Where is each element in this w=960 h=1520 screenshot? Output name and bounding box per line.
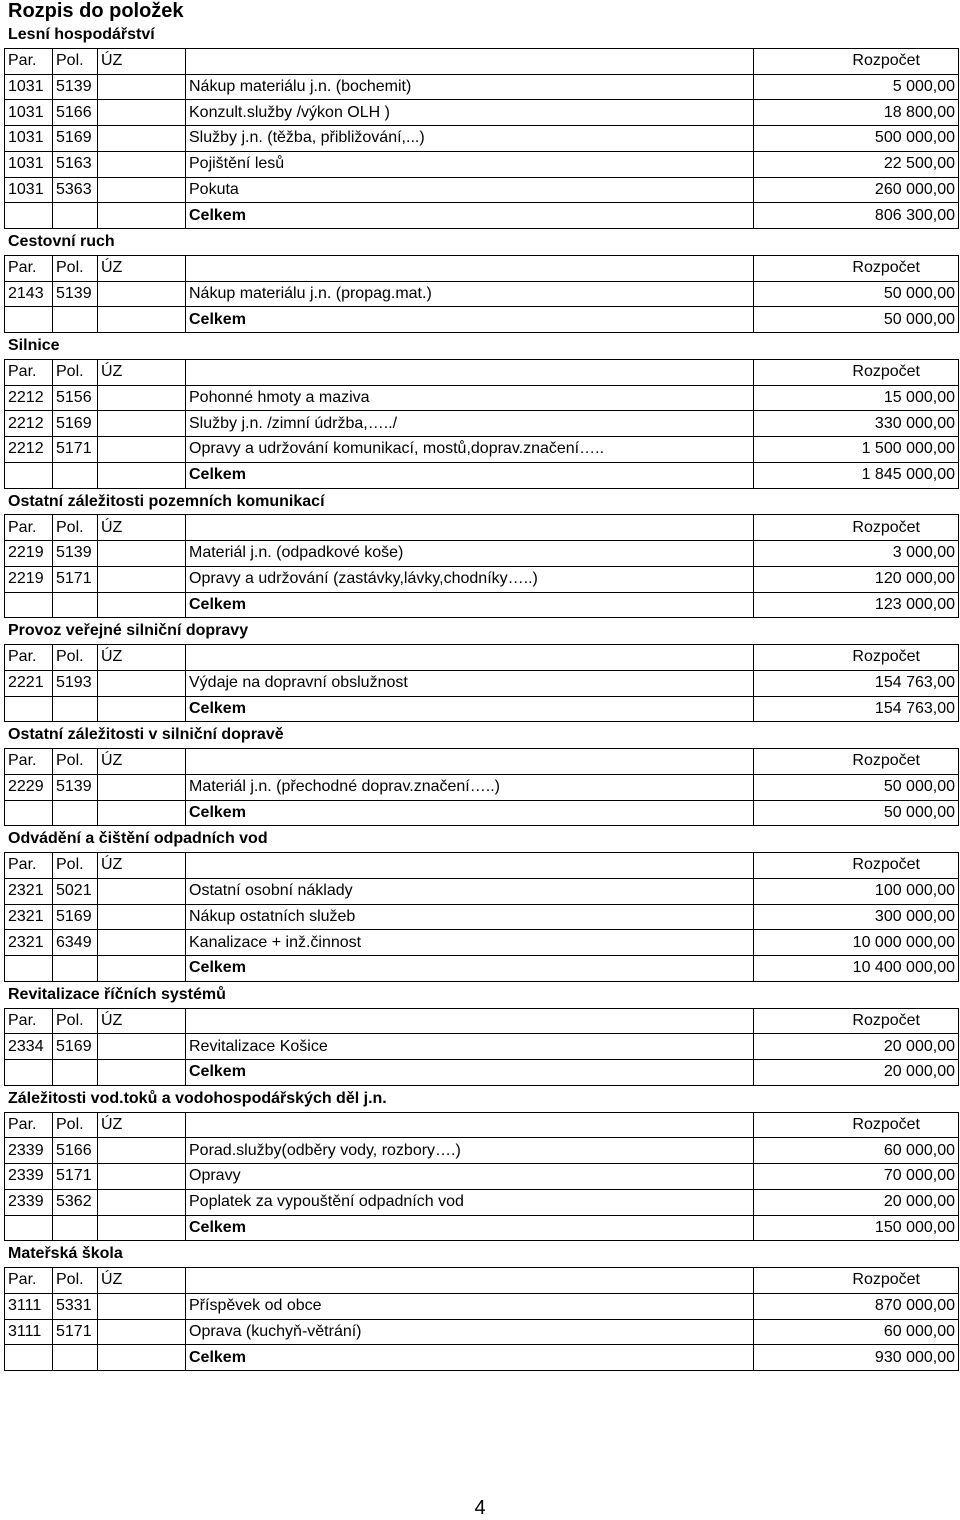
header-row	[5, 359, 959, 385]
table-row	[5, 774, 959, 800]
amount-cell: 330 000,00	[754, 411, 959, 437]
table-row	[5, 670, 959, 696]
total-row	[5, 1060, 959, 1086]
uz-cell	[98, 904, 186, 930]
pol-cell	[53, 592, 98, 618]
par-cell: 3111	[5, 1293, 53, 1319]
section-title: Provoz veřejné silniční dopravy	[8, 622, 249, 640]
par-cell: 1031	[5, 177, 53, 203]
header-budget: Rozpočet	[754, 853, 959, 879]
total-amount: 930 000,00	[754, 1345, 959, 1371]
header-text	[186, 255, 754, 281]
header-uz: ÚZ	[98, 359, 186, 385]
total-row	[5, 956, 959, 982]
uz-cell	[98, 1138, 186, 1164]
header-text	[186, 749, 754, 775]
item-text-cell: Poplatek za vypouštění odpadních vod	[186, 1189, 754, 1215]
header-pol: Pol.	[53, 1112, 98, 1138]
pol-cell: 5169	[53, 904, 98, 930]
table-row	[5, 437, 959, 463]
uz-cell	[98, 696, 186, 722]
total-label: Celkem	[186, 462, 754, 488]
amount-cell: 20 000,00	[754, 1034, 959, 1060]
section-title: Silnice	[8, 337, 60, 354]
total-amount: 150 000,00	[754, 1215, 959, 1241]
table-row	[5, 281, 959, 307]
item-text-cell: Příspěvek od obce	[186, 1293, 754, 1319]
total-label: Celkem	[186, 800, 754, 826]
item-text-cell: Opravy a udržování (zastávky,lávky,chodníky…..)	[186, 566, 754, 592]
header-budget: Rozpočet	[754, 359, 959, 385]
header-pol: Pol.	[53, 515, 98, 541]
par-cell: 2221	[5, 670, 53, 696]
par-cell: 2321	[5, 930, 53, 956]
section-table	[4, 644, 959, 722]
uz-cell	[98, 566, 186, 592]
header-par: Par.	[5, 645, 53, 671]
pol-cell: 5193	[53, 670, 98, 696]
item-text-cell: Výdaje na dopravní obslužnost	[186, 670, 754, 696]
uz-cell	[98, 1164, 186, 1190]
total-label: Celkem	[186, 203, 754, 229]
pol-cell: 5139	[53, 774, 98, 800]
header-text	[186, 359, 754, 385]
pol-cell: 6349	[53, 930, 98, 956]
header-text	[186, 1268, 754, 1294]
header-text	[186, 1112, 754, 1138]
total-label: Celkem	[186, 1345, 754, 1371]
par-cell	[5, 696, 53, 722]
amount-cell: 15 000,00	[754, 385, 959, 411]
par-cell	[5, 1345, 53, 1371]
total-row	[5, 203, 959, 229]
header-text	[186, 515, 754, 541]
pol-cell	[53, 800, 98, 826]
header-pol: Pol.	[53, 255, 98, 281]
pol-cell	[53, 1060, 98, 1086]
pol-cell	[53, 696, 98, 722]
item-text-cell: Materiál j.n. (přechodné doprav.značení…..)	[186, 774, 754, 800]
amount-cell: 60 000,00	[754, 1319, 959, 1345]
table-row	[5, 1138, 959, 1164]
total-row	[5, 1345, 959, 1371]
pol-cell: 5169	[53, 126, 98, 152]
total-amount: 806 300,00	[754, 203, 959, 229]
pol-cell: 5169	[53, 1034, 98, 1060]
par-cell	[5, 462, 53, 488]
total-amount: 50 000,00	[754, 307, 959, 333]
header-uz: ÚZ	[98, 1008, 186, 1034]
total-row	[5, 592, 959, 618]
uz-cell	[98, 126, 186, 152]
amount-cell: 20 000,00	[754, 1189, 959, 1215]
uz-cell	[98, 878, 186, 904]
header-uz: ÚZ	[98, 48, 186, 74]
pol-cell: 5021	[53, 878, 98, 904]
header-row	[5, 1008, 959, 1034]
item-text-cell: Služby j.n. (těžba, přibližování,...)	[186, 126, 754, 152]
header-row	[5, 749, 959, 775]
uz-cell	[98, 1345, 186, 1371]
section-title: Revitalizace říčních systémů	[8, 985, 226, 1003]
par-cell: 1031	[5, 74, 53, 100]
header-text	[186, 48, 754, 74]
uz-cell	[98, 203, 186, 229]
table-row	[5, 74, 959, 100]
header-row	[5, 1268, 959, 1294]
pol-cell: 5169	[53, 411, 98, 437]
item-text-cell: Služby j.n. /zimní údržba,…../	[186, 411, 754, 437]
table-row	[5, 1293, 959, 1319]
total-amount: 50 000,00	[754, 800, 959, 826]
pol-cell: 5363	[53, 177, 98, 203]
section-table	[4, 514, 959, 618]
par-cell: 2212	[5, 385, 53, 411]
pol-cell: 5171	[53, 437, 98, 463]
table-row	[5, 1189, 959, 1215]
pol-cell: 5171	[53, 1319, 98, 1345]
section-table	[4, 1267, 959, 1371]
section-table	[4, 255, 959, 333]
par-cell	[5, 1060, 53, 1086]
uz-cell	[98, 1189, 186, 1215]
pol-cell: 5139	[53, 281, 98, 307]
table-row	[5, 126, 959, 152]
item-text-cell: Pokuta	[186, 177, 754, 203]
budget-sheet	[0, 22, 960, 1371]
table-row	[5, 151, 959, 177]
uz-cell	[98, 956, 186, 982]
header-uz: ÚZ	[98, 853, 186, 879]
table-row	[5, 1319, 959, 1345]
item-text-cell: Nákup ostatních služeb	[186, 904, 754, 930]
pol-cell: 5139	[53, 541, 98, 567]
par-cell	[5, 592, 53, 618]
total-amount: 1 845 000,00	[754, 462, 959, 488]
document-title: Rozpis do položek	[8, 0, 184, 22]
uz-cell	[98, 437, 186, 463]
par-cell	[5, 203, 53, 229]
uz-cell	[98, 411, 186, 437]
table-row	[5, 904, 959, 930]
section-title: Odvádění a čištění odpadních vod	[8, 830, 268, 848]
header-row	[5, 515, 959, 541]
header-row	[5, 255, 959, 281]
par-cell: 2334	[5, 1034, 53, 1060]
par-cell	[5, 956, 53, 982]
uz-cell	[98, 281, 186, 307]
uz-cell	[98, 100, 186, 126]
header-pol: Pol.	[53, 1008, 98, 1034]
uz-cell	[98, 541, 186, 567]
amount-cell: 18 800,00	[754, 100, 959, 126]
amount-cell: 5 000,00	[754, 74, 959, 100]
table-row	[5, 100, 959, 126]
par-cell: 2339	[5, 1164, 53, 1190]
header-budget: Rozpočet	[754, 1268, 959, 1294]
uz-cell	[98, 774, 186, 800]
pol-cell	[53, 1215, 98, 1241]
amount-cell: 50 000,00	[754, 774, 959, 800]
header-text	[186, 1008, 754, 1034]
par-cell: 2219	[5, 566, 53, 592]
total-row	[5, 800, 959, 826]
par-cell: 2229	[5, 774, 53, 800]
amount-cell: 500 000,00	[754, 126, 959, 152]
header-par: Par.	[5, 749, 53, 775]
section-title: Cestovní ruch	[8, 233, 115, 250]
par-cell: 2339	[5, 1138, 53, 1164]
header-budget: Rozpočet	[754, 645, 959, 671]
item-text-cell: Nákup materiálu j.n. (propag.mat.)	[186, 281, 754, 307]
amount-cell: 120 000,00	[754, 566, 959, 592]
par-cell	[5, 800, 53, 826]
header-par: Par.	[5, 359, 53, 385]
item-text-cell: Pojištění lesů	[186, 151, 754, 177]
total-amount: 154 763,00	[754, 696, 959, 722]
section-table	[4, 748, 959, 826]
header-budget: Rozpočet	[754, 48, 959, 74]
pol-cell: 5331	[53, 1293, 98, 1319]
header-pol: Pol.	[53, 48, 98, 74]
section-title: Záležitosti vod.toků a vodohospodářských děl j.n.	[8, 1089, 387, 1107]
table-row	[5, 878, 959, 904]
pol-cell: 5163	[53, 151, 98, 177]
uz-cell	[98, 74, 186, 100]
uz-cell	[98, 930, 186, 956]
header-budget: Rozpočet	[754, 255, 959, 281]
uz-cell	[98, 1293, 186, 1319]
item-text-cell: Nákup materiálu j.n. (bochemit)	[186, 74, 754, 100]
pol-cell	[53, 956, 98, 982]
total-row	[5, 1215, 959, 1241]
total-label: Celkem	[186, 1060, 754, 1086]
table-row	[5, 541, 959, 567]
uz-cell	[98, 800, 186, 826]
total-amount: 123 000,00	[754, 592, 959, 618]
total-label: Celkem	[186, 956, 754, 982]
par-cell: 2321	[5, 878, 53, 904]
header-budget: Rozpočet	[754, 749, 959, 775]
header-par: Par.	[5, 48, 53, 74]
page-number: 4	[474, 1497, 486, 1519]
item-text-cell: Porad.služby(odběry vody, rozbory….)	[186, 1138, 754, 1164]
par-cell: 1031	[5, 100, 53, 126]
item-text-cell: Konzult.služby /výkon OLH )	[186, 100, 754, 126]
total-label: Celkem	[186, 1215, 754, 1241]
par-cell	[5, 1215, 53, 1241]
amount-cell: 300 000,00	[754, 904, 959, 930]
total-label: Celkem	[186, 696, 754, 722]
table-row	[5, 930, 959, 956]
header-pol: Pol.	[53, 853, 98, 879]
par-cell: 2212	[5, 437, 53, 463]
uz-cell	[98, 592, 186, 618]
par-cell	[5, 307, 53, 333]
header-par: Par.	[5, 255, 53, 281]
header-pol: Pol.	[53, 359, 98, 385]
total-label: Celkem	[186, 592, 754, 618]
uz-cell	[98, 1319, 186, 1345]
header-row	[5, 48, 959, 74]
total-row	[5, 307, 959, 333]
pol-cell: 5156	[53, 385, 98, 411]
section-table	[4, 1008, 959, 1086]
header-pol: Pol.	[53, 1268, 98, 1294]
section-title: Mateřská škola	[8, 1245, 123, 1263]
table-row	[5, 385, 959, 411]
item-text-cell: Ostatní osobní náklady	[186, 878, 754, 904]
header-budget: Rozpočet	[754, 1112, 959, 1138]
par-cell: 2321	[5, 904, 53, 930]
header-par: Par.	[5, 515, 53, 541]
uz-cell	[98, 177, 186, 203]
par-cell: 2143	[5, 281, 53, 307]
header-par: Par.	[5, 1268, 53, 1294]
pol-cell	[53, 307, 98, 333]
table-row	[5, 177, 959, 203]
amount-cell: 60 000,00	[754, 1138, 959, 1164]
section-title: Lesní hospodářství	[8, 26, 155, 43]
uz-cell	[98, 385, 186, 411]
section-table	[4, 359, 959, 489]
uz-cell	[98, 462, 186, 488]
par-cell: 1031	[5, 126, 53, 152]
par-cell: 2212	[5, 411, 53, 437]
section-title: Ostatní záležitosti pozemních komunikací	[8, 492, 325, 510]
table-row	[5, 1164, 959, 1190]
header-uz: ÚZ	[98, 1112, 186, 1138]
uz-cell	[98, 1060, 186, 1086]
header-pol: Pol.	[53, 749, 98, 775]
header-text	[186, 853, 754, 879]
header-uz: ÚZ	[98, 1268, 186, 1294]
item-text-cell: Kanalizace + inž.činnost	[186, 930, 754, 956]
uz-cell	[98, 1034, 186, 1060]
uz-cell	[98, 151, 186, 177]
pol-cell	[53, 203, 98, 229]
total-amount: 10 400 000,00	[754, 956, 959, 982]
pol-cell: 5171	[53, 566, 98, 592]
table-row	[5, 411, 959, 437]
uz-cell	[98, 1215, 186, 1241]
amount-cell: 3 000,00	[754, 541, 959, 567]
pol-cell	[53, 1345, 98, 1371]
amount-cell: 260 000,00	[754, 177, 959, 203]
header-pol: Pol.	[53, 645, 98, 671]
amount-cell: 22 500,00	[754, 151, 959, 177]
header-uz: ÚZ	[98, 749, 186, 775]
header-text	[186, 645, 754, 671]
header-row	[5, 645, 959, 671]
amount-cell: 10 000 000,00	[754, 930, 959, 956]
total-label: Celkem	[186, 307, 754, 333]
amount-cell: 154 763,00	[754, 670, 959, 696]
total-row	[5, 462, 959, 488]
par-cell: 1031	[5, 151, 53, 177]
section-title: Ostatní záležitosti v silniční dopravě	[8, 726, 284, 744]
item-text-cell: Opravy a udržování komunikací, mostů,doprav.značení…..	[186, 437, 754, 463]
uz-cell	[98, 307, 186, 333]
header-budget: Rozpočet	[754, 1008, 959, 1034]
header-row	[5, 1112, 959, 1138]
item-text-cell: Pohonné hmoty a maziva	[186, 385, 754, 411]
header-par: Par.	[5, 853, 53, 879]
header-budget: Rozpočet	[754, 515, 959, 541]
amount-cell: 1 500 000,00	[754, 437, 959, 463]
uz-cell	[98, 670, 186, 696]
item-text-cell: Opravy	[186, 1164, 754, 1190]
par-cell: 3111	[5, 1319, 53, 1345]
item-text-cell: Revitalizace Košice	[186, 1034, 754, 1060]
section-table	[4, 1112, 959, 1242]
table-row	[5, 566, 959, 592]
pol-cell: 5166	[53, 1138, 98, 1164]
total-row	[5, 696, 959, 722]
par-cell: 2219	[5, 541, 53, 567]
pol-cell: 5362	[53, 1189, 98, 1215]
header-par: Par.	[5, 1112, 53, 1138]
amount-cell: 100 000,00	[754, 878, 959, 904]
pol-cell: 5171	[53, 1164, 98, 1190]
header-row	[5, 853, 959, 879]
pol-cell: 5166	[53, 100, 98, 126]
item-text-cell: Oprava (kuchyň-větrání)	[186, 1319, 754, 1345]
amount-cell: 70 000,00	[754, 1164, 959, 1190]
section-table	[4, 852, 959, 982]
pol-cell: 5139	[53, 74, 98, 100]
section-table	[4, 48, 959, 229]
header-uz: ÚZ	[98, 645, 186, 671]
total-amount: 20 000,00	[754, 1060, 959, 1086]
item-text-cell: Materiál j.n. (odpadkové koše)	[186, 541, 754, 567]
header-uz: ÚZ	[98, 515, 186, 541]
table-row	[5, 1034, 959, 1060]
header-uz: ÚZ	[98, 255, 186, 281]
pol-cell	[53, 462, 98, 488]
amount-cell: 870 000,00	[754, 1293, 959, 1319]
header-par: Par.	[5, 1008, 53, 1034]
par-cell: 2339	[5, 1189, 53, 1215]
amount-cell: 50 000,00	[754, 281, 959, 307]
